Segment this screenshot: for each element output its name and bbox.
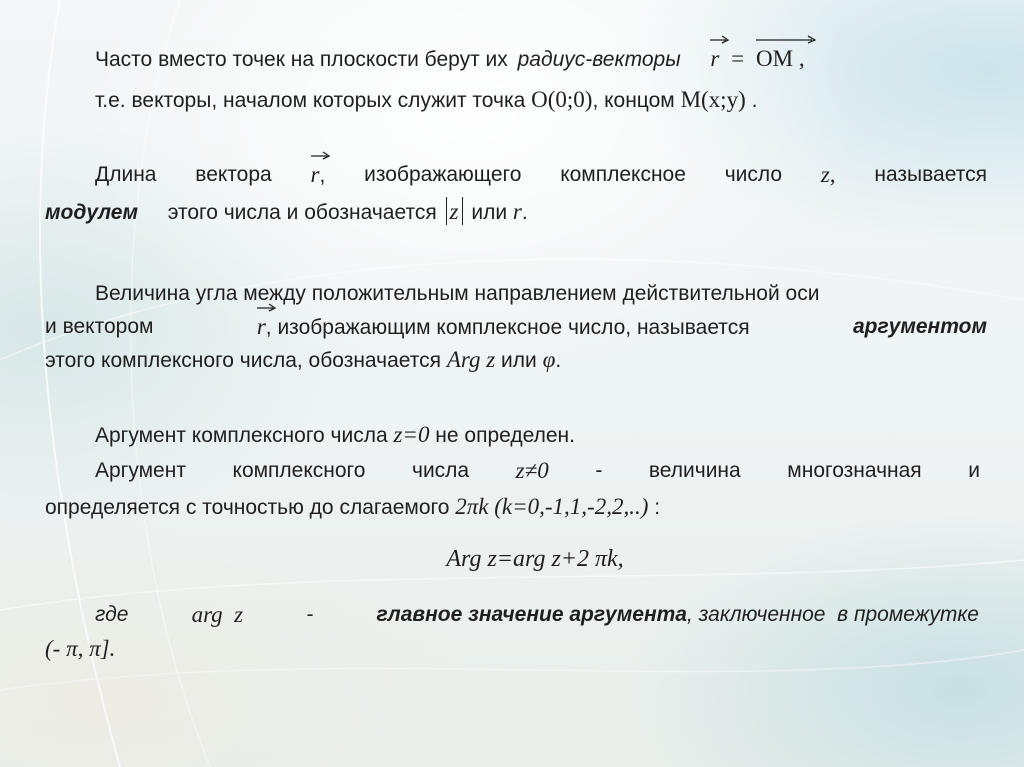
word: многозначная	[787, 459, 922, 482]
period: .	[555, 349, 562, 372]
argument-term: аргументом	[852, 315, 987, 338]
p1-line2-start: т.е. векторы, началом которых служит точка	[95, 89, 532, 112]
period: .	[521, 201, 528, 224]
p5-tail	[376, 600, 979, 630]
word: число	[724, 163, 783, 186]
principal-value-term: главное значение аргумента	[376, 603, 687, 626]
p3-line3-text: этого комплексного числа, обозначается	[45, 349, 447, 372]
abs-bar-right	[462, 197, 463, 225]
p1-line2	[95, 85, 757, 116]
comma: ,	[319, 164, 326, 187]
abs-z	[443, 201, 466, 224]
p4-line3-text: определяется с точностью до слагаемого	[45, 496, 456, 519]
vector-arrow-icon	[756, 34, 816, 44]
vector-r-letter: r	[710, 46, 720, 71]
z-not-zero: z≠0	[515, 458, 549, 483]
p2-line2	[45, 197, 528, 228]
p3-line3	[45, 345, 561, 376]
p1-text: Часто вместо точек на плоскости берут их	[95, 48, 514, 71]
vector-om-letters: OM	[755, 46, 794, 71]
p1-line1	[95, 44, 805, 75]
vector-r-letter: r	[310, 162, 320, 187]
word: комплексного	[232, 459, 366, 482]
word: Длина	[95, 163, 157, 186]
p5-line2	[45, 634, 115, 665]
word: Аргумент	[95, 459, 186, 482]
p3-line2	[45, 312, 987, 343]
p4-line1-end: не определен.	[429, 424, 575, 447]
point-m: M(x;y)	[680, 87, 746, 112]
abs-bar-left	[446, 197, 447, 225]
p3-line1-text: Величина угла между положительным направлением действительной оси	[95, 282, 820, 305]
p2-line2-text: этого числа и обозначается	[167, 201, 437, 224]
p2-line1	[95, 160, 987, 191]
formula	[0, 544, 1024, 575]
vector-arrow-icon	[311, 150, 331, 160]
word: величина	[648, 459, 741, 482]
or-word: или	[465, 201, 513, 224]
p4-line1-start: Аргумент комплексного числа	[95, 424, 394, 447]
variable-z: z,	[820, 162, 836, 187]
word: числа	[412, 459, 470, 482]
point-o: O(0;0)	[531, 87, 593, 112]
arg-z-notation: Arg z	[446, 347, 496, 372]
vector-om	[756, 44, 793, 74]
word: комплексное	[560, 163, 686, 186]
arg-formula: Arg z=arg z+2 πk,	[446, 546, 624, 572]
vector-r-group	[311, 160, 326, 191]
vector-arrow-icon	[710, 34, 730, 44]
two-pi-k-term: 2πk (k=0,-1,1,-2,2,..)	[455, 494, 649, 519]
modulus-term: модулем	[45, 201, 139, 224]
word: называется	[874, 163, 987, 186]
word: изображающего	[364, 163, 522, 186]
p5-line1-end: , заключенное в промежутке	[686, 603, 979, 626]
dash: -	[306, 603, 314, 626]
vector-r	[257, 312, 266, 342]
p3-line2-text: , изображающим комплексное число, называется	[265, 316, 750, 339]
p1-line2-mid: , концом	[592, 89, 681, 112]
p4-line1	[95, 420, 575, 451]
phi-symbol: φ	[542, 347, 556, 372]
p3-line2-start: и вектором	[45, 315, 154, 338]
radius-vectors-term: радиус-векторы	[517, 48, 681, 71]
p5-line1	[95, 600, 979, 630]
comma: ,	[798, 46, 805, 71]
word: и	[968, 459, 980, 482]
vector-r-letter: r	[256, 314, 266, 339]
variable-r: r	[512, 199, 522, 224]
equals-sign: =	[731, 46, 745, 71]
vector-arrow-icon	[257, 302, 277, 312]
dash: -	[595, 459, 603, 482]
arg-z-principal: arg z	[191, 602, 244, 627]
p3-line2-middle	[257, 312, 750, 343]
word: вектора	[195, 163, 272, 186]
or-word: или	[495, 349, 543, 372]
p1-line2-end: .	[745, 89, 758, 112]
vector-r	[710, 44, 719, 74]
abs-z-letter: z	[449, 199, 459, 224]
p4-line2	[95, 456, 980, 486]
z-equals-zero: z=0	[393, 422, 430, 447]
interval: (- π, π].	[45, 636, 116, 661]
p4-line3	[45, 492, 660, 523]
word: где	[95, 603, 129, 626]
p3-line1	[95, 279, 987, 309]
vector-r	[311, 160, 320, 190]
colon: :	[648, 496, 661, 519]
